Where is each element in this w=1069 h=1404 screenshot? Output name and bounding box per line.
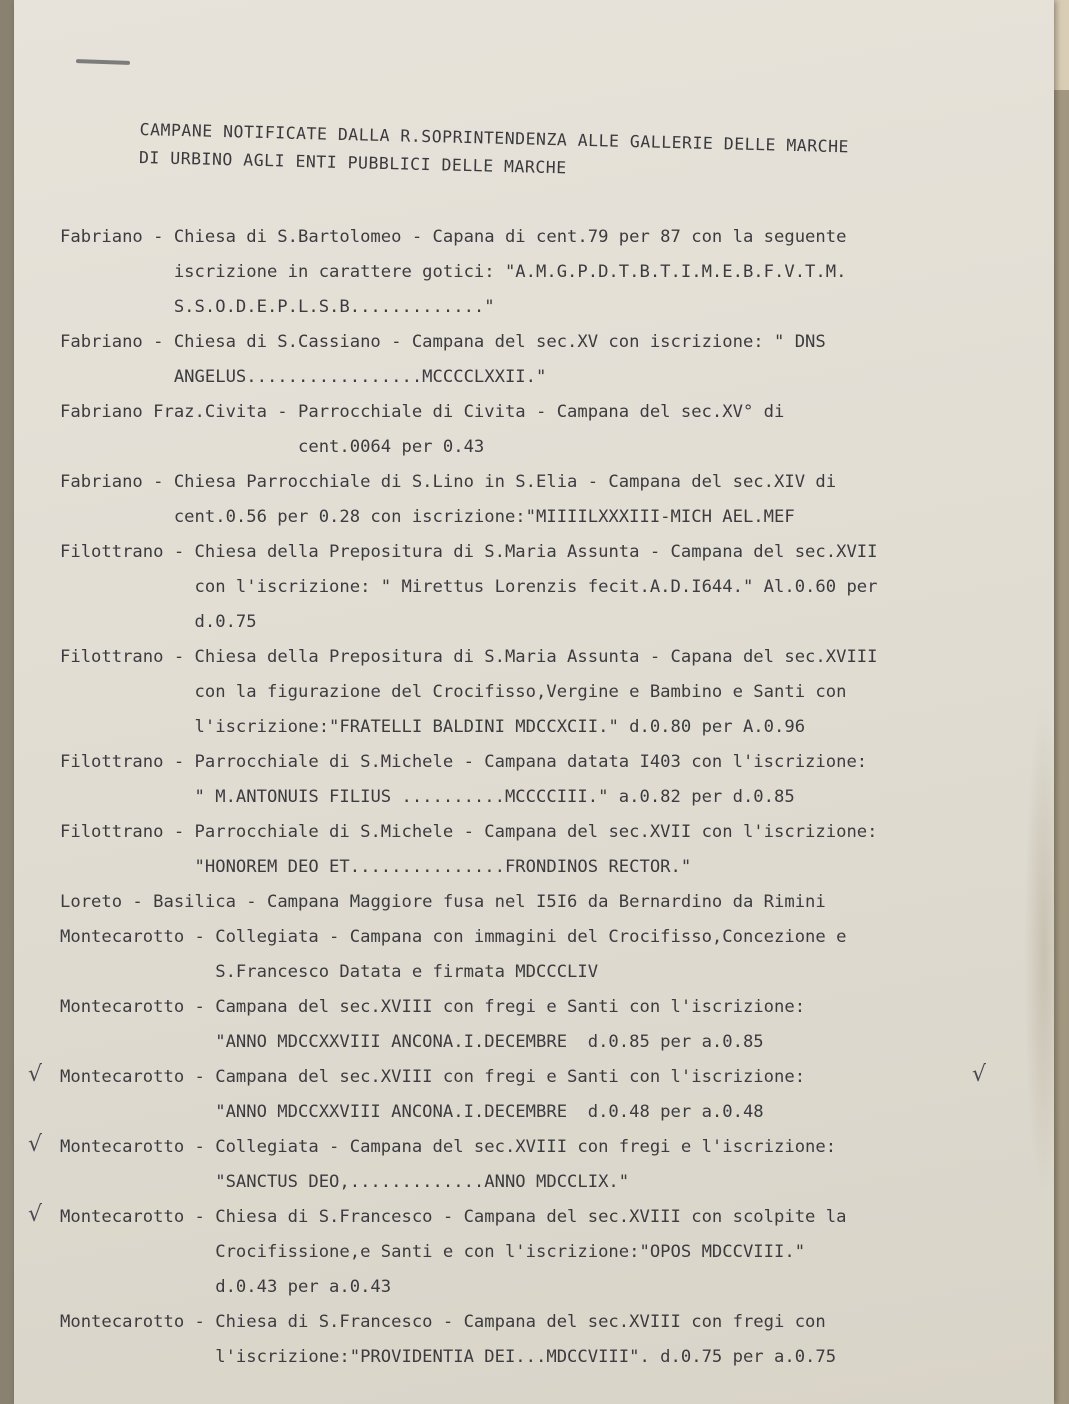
entry-place: Fabriano -	[60, 472, 174, 492]
entry-line: Chiesa di S.Bartolomeo - Capana di cent.79 per 87 con la seguente	[173, 227, 847, 247]
entry-place: Filottrano -	[60, 542, 195, 562]
bell-entry	[60, 815, 1045, 885]
title-line: DI URBINO AGLI ENTI PUBBLICI DELLE MARCHE	[138, 147, 567, 178]
entry-line: ANGELUS.................MCCCCLXXII."	[173, 367, 547, 387]
entry-line: S.S.O.D.E.P.L.S.B............."	[173, 297, 495, 317]
entry-line: Campana del sec.XVIII con fregi e Santi con l'iscrizione:	[215, 1067, 806, 1087]
entry-place: Montecarotto -	[60, 1207, 216, 1227]
entry-line: Chiesa di S.Cassiano - Campana del sec.XV con iscrizione: " DNS	[173, 332, 826, 352]
entry-line: "ANNO MDCCXXVIII ANCONA.I.DECEMBRE d.0.48 per a.0.48	[215, 1102, 764, 1122]
staple	[76, 59, 130, 65]
entry-list	[60, 220, 1045, 1375]
entry-description	[195, 535, 1045, 640]
bell-entry	[60, 1305, 1045, 1375]
bell-entry	[60, 920, 1045, 990]
entry-description	[174, 220, 1045, 325]
entry-description	[174, 465, 1045, 535]
bell-entry	[60, 465, 1045, 535]
checkmark-icon: √	[28, 1132, 43, 1157]
entry-line: Collegiata - Campana con immagini del Crocifisso,Concezione e	[215, 927, 847, 947]
bell-entry	[60, 395, 1045, 465]
bell-entry	[60, 745, 1045, 815]
entry-description	[195, 640, 1045, 745]
entry-description	[298, 395, 1045, 465]
entry-place: Montecarotto -	[60, 1137, 216, 1157]
entry-line: Parrocchiale di S.Michele - Campana datata I403 con l'iscrizione:	[194, 752, 868, 772]
entry-line: l'iscrizione:"FRATELLI BALDINI MDCCXCII." d.0.80 per A.0.96	[194, 717, 806, 737]
entry-description	[153, 885, 1045, 920]
entry-line: con la figurazione del Crocifisso,Vergine e Bambino e Santi con	[194, 682, 847, 702]
bell-entry	[60, 325, 1045, 395]
entry-line: l'iscrizione:"PROVIDENTIA DEI...MDCCVIII". d.0.75 per a.0.75	[215, 1347, 837, 1367]
entry-description	[215, 1130, 1045, 1200]
entry-description	[215, 920, 1045, 990]
entry-place: Filottrano -	[60, 822, 195, 842]
bell-entry	[60, 990, 1045, 1060]
bell-entry	[60, 1060, 1045, 1130]
bell-entry	[60, 220, 1045, 325]
entry-line: Parrocchiale di S.Michele - Campana del sec.XVII con l'iscrizione:	[194, 822, 878, 842]
entry-line: Collegiata - Campana del sec.XVIII con fregi e l'iscrizione:	[215, 1137, 837, 1157]
entry-description	[195, 745, 1045, 815]
entry-description	[215, 1305, 1045, 1375]
entry-place: Montecarotto -	[60, 927, 216, 947]
entry-place: Fabriano Fraz.Civita -	[60, 402, 298, 422]
entry-place: Montecarotto -	[60, 997, 216, 1017]
bell-entry	[60, 535, 1045, 640]
entry-place: Filottrano -	[60, 647, 195, 667]
entry-line: Crocifissione,e Santi e con l'iscrizione:"OPOS MDCCVIII."	[215, 1242, 806, 1262]
entry-line: "ANNO MDCCXXVIII ANCONA.I.DECEMBRE d.0.85 per a.0.85	[215, 1032, 764, 1052]
entry-line: "SANCTUS DEO,.............ANNO MDCCLIX."	[215, 1172, 630, 1192]
entry-description	[215, 990, 1045, 1060]
entry-place: Loreto -	[60, 892, 154, 912]
checkmark-icon: √	[28, 1062, 43, 1087]
entry-line: cent.0064 per 0.43	[298, 437, 485, 457]
entry-line: Basilica - Campana Maggiore fusa nel I5I6 da Bernardino da Rimini	[153, 892, 826, 912]
entry-line: Chiesa Parrocchiale di S.Lino in S.Elia - Campana del sec.XIV di	[173, 472, 837, 492]
bell-entry	[60, 1200, 1045, 1305]
entry-line: Chiesa di S.Francesco - Campana del sec.XVIII con scolpite la	[215, 1207, 847, 1227]
entry-line: S.Francesco Datata e firmata MDCCCLIV	[215, 962, 599, 982]
entry-line: Chiesa di S.Francesco - Campana del sec.XVIII con fregi con	[215, 1312, 826, 1332]
entry-place: Filottrano -	[60, 752, 195, 772]
entry-description	[174, 325, 1045, 395]
entry-line: Parrocchiale di Civita - Campana del sec.XV° di	[298, 402, 785, 422]
entry-place: Montecarotto -	[60, 1067, 216, 1087]
entry-line: cent.0.56 per 0.28 con iscrizione:"MIIIILXXXIII-MICH AEL.MEF	[173, 507, 795, 527]
bell-entry	[60, 1130, 1045, 1200]
entry-description	[215, 1200, 1045, 1305]
entry-line: d.0.43 per a.0.43	[215, 1277, 392, 1297]
entry-line: Chiesa della Prepositura di S.Maria Assunta - Capana del sec.XVIII	[194, 647, 878, 667]
entry-description	[195, 815, 1045, 885]
title-line: CAMPANE NOTIFICATE DALLA R.SOPRINTENDENZA ALLE GALLERIE DELLE MARCHE	[139, 119, 850, 157]
bell-entry	[60, 885, 1045, 920]
entry-line: "HONOREM DEO ET...............FRONDINOS RECTOR."	[194, 857, 692, 877]
entry-place: Montecarotto -	[60, 1312, 216, 1332]
entry-place: Fabriano -	[60, 332, 174, 352]
entry-line: Chiesa della Prepositura di S.Maria Assunta - Campana del sec.XVII	[194, 542, 878, 562]
entry-line: con l'iscrizione: " Mirettus Lorenzis fecit.A.D.I644." Al.0.60 per	[194, 577, 878, 597]
entry-line: Campana del sec.XVIII con fregi e Santi con l'iscrizione:	[215, 997, 806, 1017]
entry-line: iscrizione in carattere gotici: "A.M.G.P.D.T.B.T.I.M.E.B.F.V.T.M.	[173, 262, 847, 282]
entry-description	[215, 1060, 1045, 1130]
checkmark-icon: √	[28, 1202, 43, 1227]
entry-line: d.0.75	[194, 612, 257, 632]
bell-entry	[60, 640, 1045, 745]
checkmark-icon: √	[972, 1062, 987, 1087]
entry-place: Fabriano -	[60, 227, 174, 247]
entry-line: " M.ANTONUIS FILIUS ..........MCCCCIII." a.0.82 per d.0.85	[194, 787, 795, 807]
